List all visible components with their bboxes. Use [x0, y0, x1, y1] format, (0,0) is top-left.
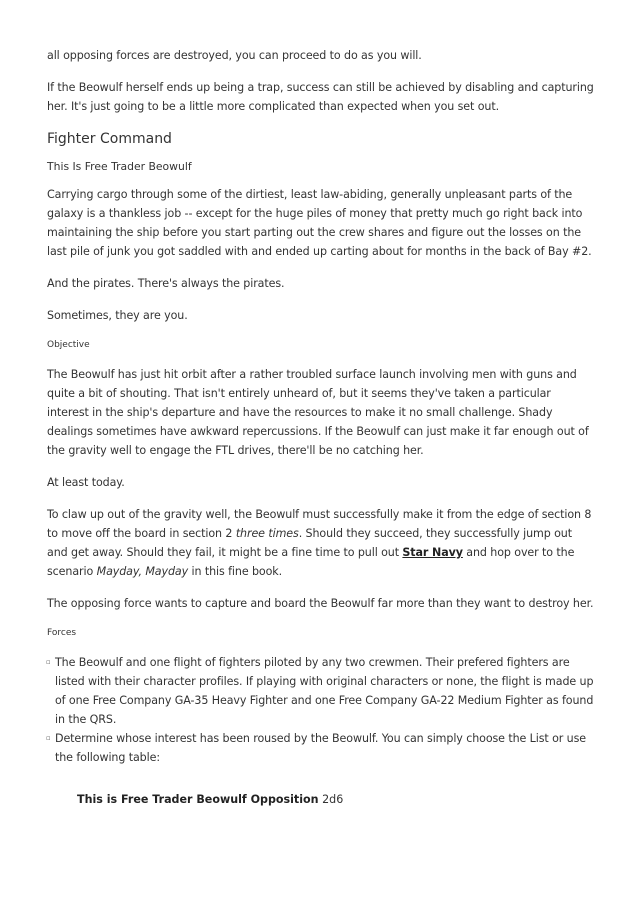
list-item: [47, 653, 595, 729]
paragraph-intro-cargo: Carrying cargo through some of the dirtiest, least law-abiding, generally unpleasant parts of the galaxy is a thankless job -- except for the huge piles of money that pretty much go right back into maintaining the ship before you start parting out the crew shares and figure out the losses on the last pile of junk you got saddled with and ended up carting about for months in the back of Bay #2.: [47, 188, 592, 258]
text-claw-part3: and hop over to the scenario: [47, 546, 575, 578]
page-content: [47, 46, 595, 809]
paragraph-objective-orbit: The Beowulf has just hit orbit after a rather troubled surface launch involving men with guns and quite a bit of shouting. That isn't entirely unheard of, but it seems they've taken a particular interest in the ship's departure and have the resources to make it no small challenge. Shady dealings sometimes have awkward repercussions. If the Beowulf can just make it far enough out of the gravity well to engage the FTL drives, there'll be no catching her.: [47, 368, 589, 457]
text-claw-part1: To claw up out of the gravity well, the Beowulf must successfully make it from the edge of section 8 to move off the board in section 2: [47, 508, 592, 540]
bullet-icon: ▫: [46, 734, 51, 742]
paragraph-intro-pirates: And the pirates. There's always the pirates.: [47, 277, 285, 290]
objective-heading: Objective: [47, 340, 90, 350]
force-item-text: Determine whose interest has been roused by the Beowulf. You can simply choose the List or use the following table:: [55, 732, 586, 764]
section-title: Fighter Command: [47, 131, 172, 147]
paragraph-trap-intro: all opposing forces are destroyed, you can proceed to do as you will.: [47, 49, 422, 62]
paragraph-trap-success: If the Beowulf herself ends up being a trap, success can still be achieved by disabling and capturing her. It's just going to be a little more complicated than expected when you set out.: [47, 81, 594, 113]
forces-heading: Forces: [47, 628, 77, 638]
text-three-times: three times: [235, 527, 299, 540]
paragraph-objective-claw: [47, 505, 595, 581]
paragraph-objective-opposing: The opposing force wants to capture and board the Beowulf far more than they want to destroy her.: [47, 597, 594, 610]
list-item: [47, 729, 595, 767]
paragraph-objective-today: At least today.: [47, 476, 125, 489]
text-claw-part4: in this fine book.: [188, 565, 283, 578]
text-mayday-mayday: Mayday, Mayday: [96, 565, 189, 578]
table-title-text: This is Free Trader Beowulf Opposition: [77, 793, 319, 806]
bullet-icon: ▫: [46, 658, 51, 666]
star-navy-link[interactable]: Star Navy: [402, 546, 463, 559]
opposition-table-title: [77, 790, 595, 809]
paragraph-intro-sometimes: Sometimes, they are you.: [47, 309, 188, 322]
text-claw-part2: . Should they succeed, they successfully jump out and get away. Should they fail, it might be a fine time to pull out: [47, 527, 572, 559]
table-dice: 2d6: [322, 793, 344, 806]
forces-list: [47, 653, 595, 767]
force-item-text: The Beowulf and one flight of fighters piloted by any two crewmen. Their prefered fighters are listed with their character profiles. If playing with original characters or none, the flight is made up of one Free Company GA-35 Heavy Fighter and one Free Company GA-22 Medium Fighter as found in the QRS.: [55, 656, 594, 726]
scenario-title: This Is Free Trader Beowulf: [47, 160, 192, 173]
